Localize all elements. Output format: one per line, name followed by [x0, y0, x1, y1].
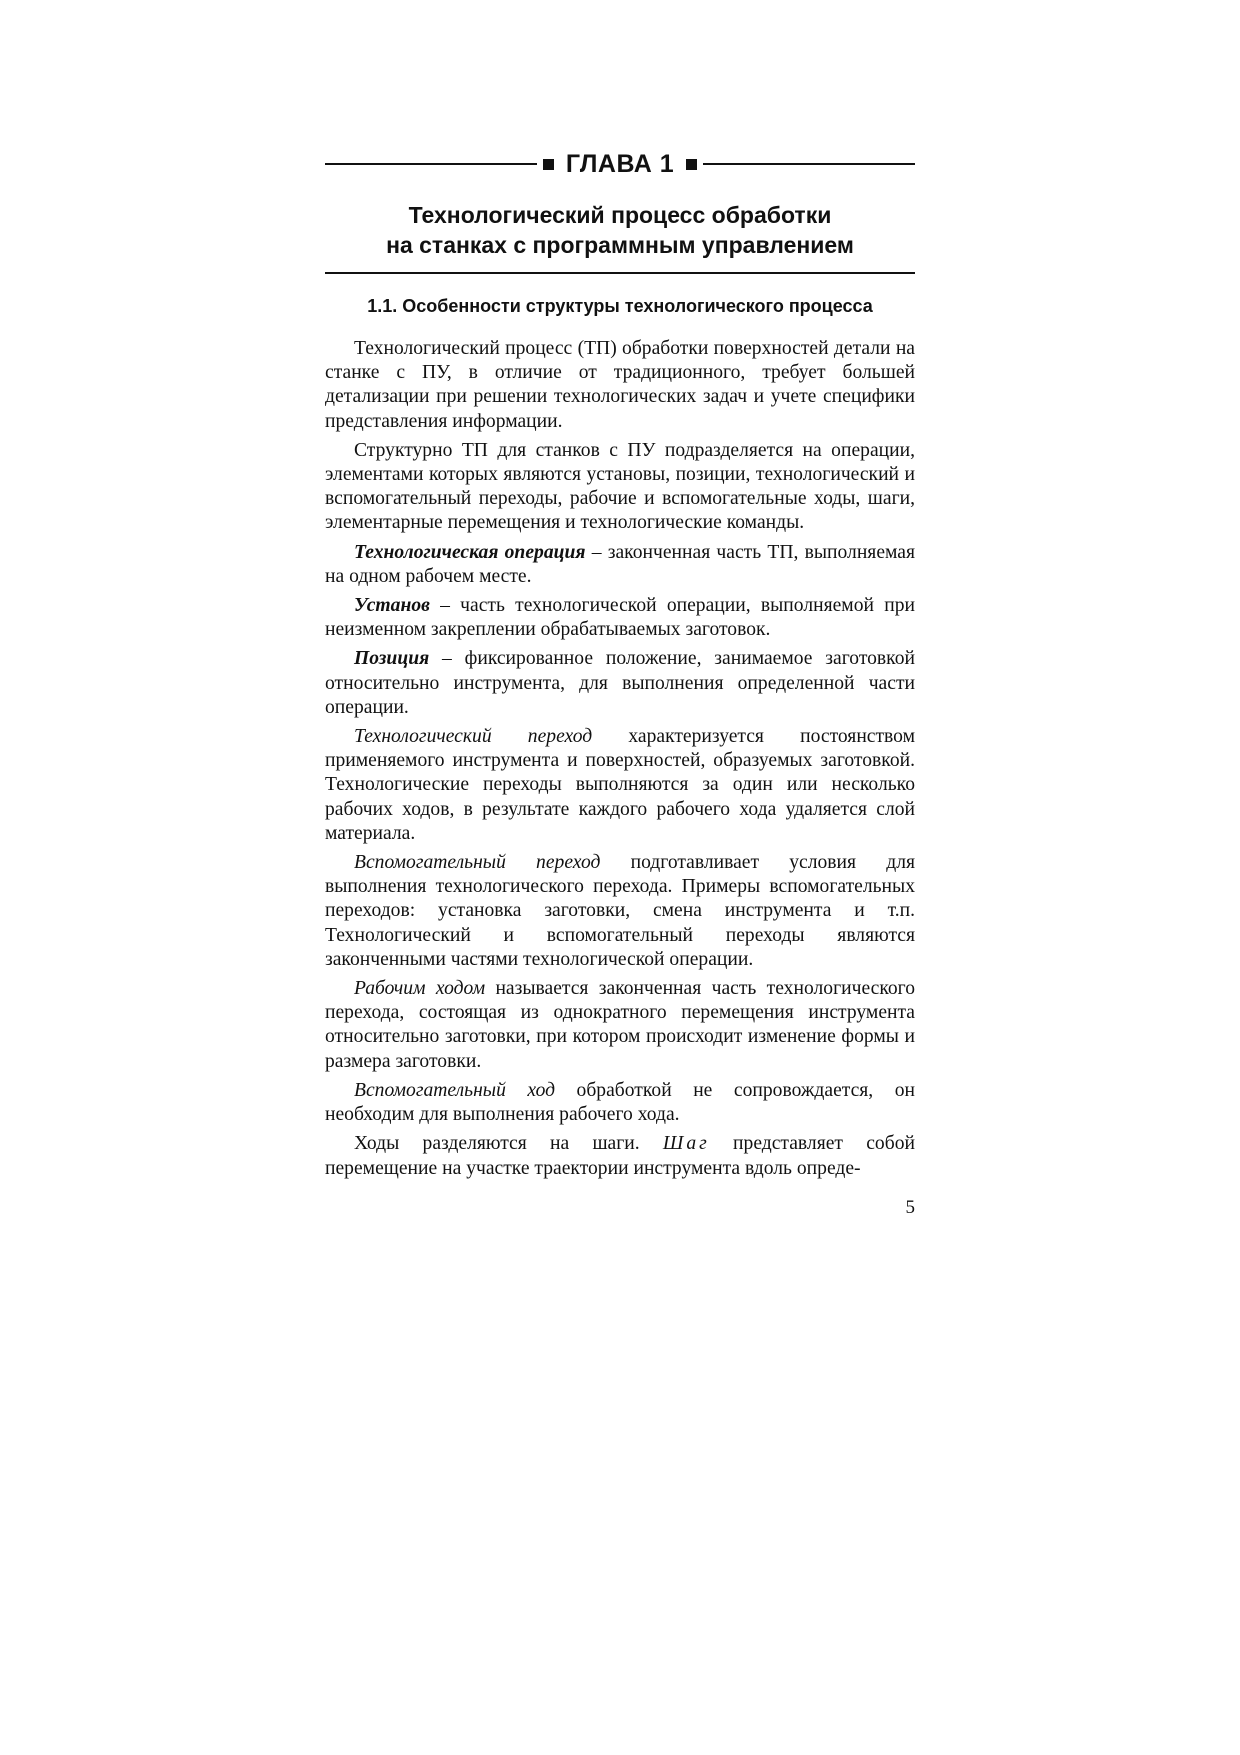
chapter-rule-left [325, 163, 537, 165]
term-definition: Шаг [662, 1133, 710, 1155]
term-definition: Рабочим ходом [354, 978, 486, 1000]
chapter-header [325, 138, 915, 190]
square-bullet-icon [686, 159, 697, 170]
term-definition: Позиция [354, 648, 430, 670]
paragraph [325, 851, 915, 972]
paragraph [325, 541, 915, 589]
book-page [325, 138, 915, 1219]
term-definition: Вспомогательный ход [354, 1079, 556, 1101]
paragraph: Технологический процесс (ТП) обработки поверхностей детали на станке с ПУ, в отличие от традиционного, требует большей детализации при решении технологических задач и учете специфики представления информации. [325, 338, 915, 432]
paragraph-text: – часть технологической операции, выполняемой при неизменном закреплении обрабатываемых заготовок. [325, 595, 915, 641]
paragraph [325, 977, 915, 1074]
page-number: 5 [905, 1196, 915, 1218]
paragraph [325, 1132, 915, 1180]
term-definition: Технологическая операция [354, 541, 586, 563]
paragraph-text: – фиксированное положение, занимаемое заготовкой относительно инструмента, для выполнения определенной части операции. [325, 648, 915, 718]
term-definition: Технологический переход [354, 726, 593, 748]
paragraph-text: – законченная часть ТП, выполняемая на одном рабочем месте. [325, 541, 915, 587]
chapter-title-line: Технологический процесс обработки [408, 202, 832, 228]
paragraph [325, 725, 915, 846]
paragraph [325, 594, 915, 642]
chapter-label: ГЛАВА 1 [565, 149, 675, 178]
paragraph [325, 647, 915, 720]
paragraph: Структурно ТП для станков с ПУ подразделяется на операции, элементами которых являются установы, позиции, технологический и вспомогательный переходы, рабочие и вспомогательные ходы, шаги, элементарные перемещения и технологические команды. [325, 439, 915, 534]
term-definition: Установ [354, 595, 430, 617]
section-heading: 1.1. Особенности структуры технологического процесса [367, 296, 873, 316]
paragraph-text: подготавливает условия для выполнения технологического перехода. Примеры вспомогательных переходов: установка заготовки, смена инструмента и т.п. Технологический и вспомогательный переходы являются законченными частями технологической операции. [325, 852, 915, 970]
chapter-title [325, 200, 915, 260]
chapter-title-line: на станках с программным управлением [386, 232, 854, 258]
paragraph-text: обработкой не сопровождается, он необходим для выполнения рабочего хода. [325, 1079, 915, 1126]
paragraph-text: представляет собой перемещение на участке траектории инструмента вдоль опреде- [325, 1133, 915, 1179]
paragraph [325, 1079, 915, 1127]
paragraph-text: называется законченная часть технологического перехода, состоящая из однократного перемещения инструмента относительно заготовки, при котором происходит изменение формы и размера заготовки. [325, 978, 915, 1072]
square-bullet-icon [543, 159, 554, 170]
paragraph-text: Ходы разделяются на шаги. [354, 1133, 663, 1155]
paragraph-text: характеризуется постоянством применяемого инструмента и поверхностей, образуемых заготовкой. Технологические переходы выполняются за один или несколько рабочих ходов, в результате каждого рабочего хода удаляется слой материала. [325, 726, 915, 844]
title-divider [325, 272, 915, 274]
chapter-rule-right [703, 163, 915, 165]
term-definition: Вспомогательный переход [354, 852, 601, 874]
